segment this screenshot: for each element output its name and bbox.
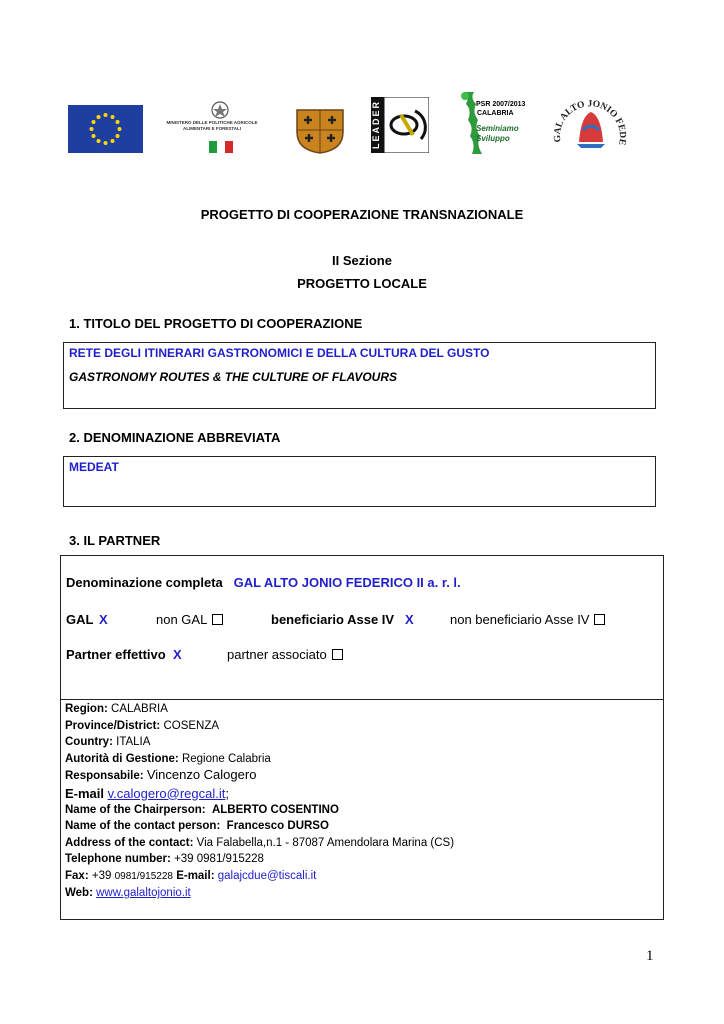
province-line bbox=[65, 718, 655, 735]
section-label: II Sezione bbox=[332, 253, 392, 268]
denominazione-row bbox=[66, 575, 461, 590]
gal-label: GAL bbox=[66, 612, 94, 627]
country-value: ITALIA bbox=[116, 736, 151, 748]
psr-line1: PSR 2007/2013 bbox=[476, 101, 526, 108]
fax-email-label: E-mail: bbox=[176, 869, 215, 882]
email-line bbox=[65, 785, 655, 802]
partner-associato-checkbox[interactable] bbox=[332, 649, 343, 660]
leader-logo bbox=[371, 97, 429, 153]
autorita-value: Regione Calabria bbox=[181, 752, 271, 765]
italy-flag-icon bbox=[209, 141, 233, 153]
country-label: Country: bbox=[65, 736, 113, 748]
web-line bbox=[65, 885, 655, 902]
fax-line bbox=[65, 868, 655, 886]
responsabile-label: Responsabile: bbox=[65, 770, 144, 782]
page-number: 1 bbox=[646, 948, 654, 964]
section-2-heading: 2. DENOMINAZIONE ABBREVIATA bbox=[69, 430, 281, 445]
chairperson-line bbox=[65, 802, 655, 819]
non-gal-checkbox[interactable] bbox=[212, 614, 223, 625]
contact-value: Francesco DURSO bbox=[226, 820, 329, 832]
page-subtitle: PROGETTO LOCALE bbox=[297, 276, 427, 291]
non-beneficiario-checkbox[interactable] bbox=[594, 614, 605, 625]
region-line bbox=[65, 701, 655, 718]
project-title-it: RETE DEGLI ITINERARI GASTRONOMICI E DELLA CULTURA DEL GUSTO bbox=[69, 346, 490, 360]
fax-label: Fax: bbox=[65, 869, 89, 882]
beneficiario-mark: X bbox=[405, 612, 414, 627]
email-link[interactable]: v.calogero@regcal.it bbox=[107, 785, 226, 801]
contact-person-line bbox=[65, 818, 655, 835]
province-label: Province/District: bbox=[65, 719, 161, 732]
gal-alto-jonio-logo bbox=[553, 86, 629, 154]
eu-flag-logo bbox=[68, 105, 143, 153]
psr-calabria-logo bbox=[456, 88, 526, 156]
responsabile-value: Vincenzo Calogero bbox=[146, 767, 257, 782]
project-title-box bbox=[63, 342, 656, 409]
fax-value-prefix: +39 bbox=[91, 869, 112, 882]
ministry-text: MINISTERO DELLE POLITICHE AGRICOLE ALIMENTARI E FORESTALI bbox=[166, 120, 258, 131]
partner-type-row bbox=[66, 647, 656, 665]
fax-value: 0981/915228 bbox=[114, 870, 173, 882]
telephone-line bbox=[65, 851, 655, 868]
partner-associato-label: partner associato bbox=[227, 647, 327, 662]
section-3-heading: 3. IL PARTNER bbox=[69, 533, 161, 548]
psr-line4: Sviluppo bbox=[476, 134, 510, 143]
region-label: Region: bbox=[65, 703, 108, 715]
region-value: CALABRIA bbox=[111, 703, 168, 715]
ministry-logo bbox=[162, 100, 262, 155]
gal-row bbox=[66, 612, 656, 630]
non-gal-option[interactable] bbox=[156, 612, 223, 627]
denominazione-value: GAL ALTO JONIO FEDERICO II a. r. l. bbox=[233, 575, 461, 590]
chairperson-label: Name of the Chairperson: bbox=[65, 803, 206, 816]
non-gal-label: non GAL bbox=[156, 612, 208, 627]
partner-effettivo-label: Partner effettivo bbox=[66, 647, 166, 662]
short-name-box bbox=[63, 456, 656, 507]
psr-line3: Seminiamo bbox=[476, 124, 519, 133]
psr-line2: CALABRIA bbox=[477, 110, 514, 117]
non-beneficiario-label: non beneficiario Asse IV bbox=[450, 612, 590, 627]
gal-logo-text: GAL ALTO JONIO FEDE bbox=[553, 99, 628, 146]
web-link[interactable]: www.galaltojonio.it bbox=[96, 887, 191, 899]
autorita-label: Autorità di Gestione: bbox=[65, 752, 179, 765]
section-1-heading: 1. TITOLO DEL PROGETTO DI COOPERAZIONE bbox=[69, 316, 363, 331]
email-label: E-mail bbox=[65, 785, 105, 801]
leader-text: LEADER bbox=[371, 100, 381, 150]
autorita-line bbox=[65, 751, 655, 768]
contact-label: Name of the contact person: bbox=[65, 820, 221, 832]
partner-associato-option[interactable] bbox=[227, 647, 343, 662]
address-label: Address of the contact: bbox=[65, 836, 194, 849]
partner-box bbox=[60, 555, 664, 700]
telephone-value: +39 0981/915228 bbox=[174, 853, 264, 865]
partner-effettivo-mark: X bbox=[173, 647, 182, 662]
partner-details-box bbox=[60, 699, 664, 920]
document-title: PROGETTO DI COOPERAZIONE TRANSNAZIONALE bbox=[200, 207, 524, 222]
chairperson-value: ALBERTO COSENTINO bbox=[211, 803, 339, 816]
address-value: Via Falabella,n.1 - 87087 Amendolara Marina (CS) bbox=[196, 836, 455, 849]
telephone-label: Telephone number: bbox=[65, 853, 171, 865]
responsabile-line bbox=[65, 767, 655, 785]
non-beneficiario-option[interactable] bbox=[450, 612, 605, 627]
calabria-region-logo bbox=[293, 104, 347, 154]
country-line bbox=[65, 734, 655, 751]
details-list bbox=[65, 701, 655, 902]
web-label: Web: bbox=[65, 887, 93, 899]
beneficiario-label: beneficiario Asse IV bbox=[271, 612, 395, 627]
project-title-en: GASTRONOMY ROUTES & THE CULTURE OF FLAVOURS bbox=[69, 370, 398, 384]
province-value: COSENZA bbox=[163, 719, 220, 732]
denominazione-label: Denominazione completa bbox=[66, 575, 223, 590]
email-suffix: ; bbox=[225, 785, 229, 801]
fax-email-value: galajcdue@tiscali.it bbox=[217, 869, 317, 882]
short-name-value: MEDEAT bbox=[69, 460, 119, 474]
gal-mark: X bbox=[99, 612, 108, 627]
address-line bbox=[65, 835, 655, 852]
